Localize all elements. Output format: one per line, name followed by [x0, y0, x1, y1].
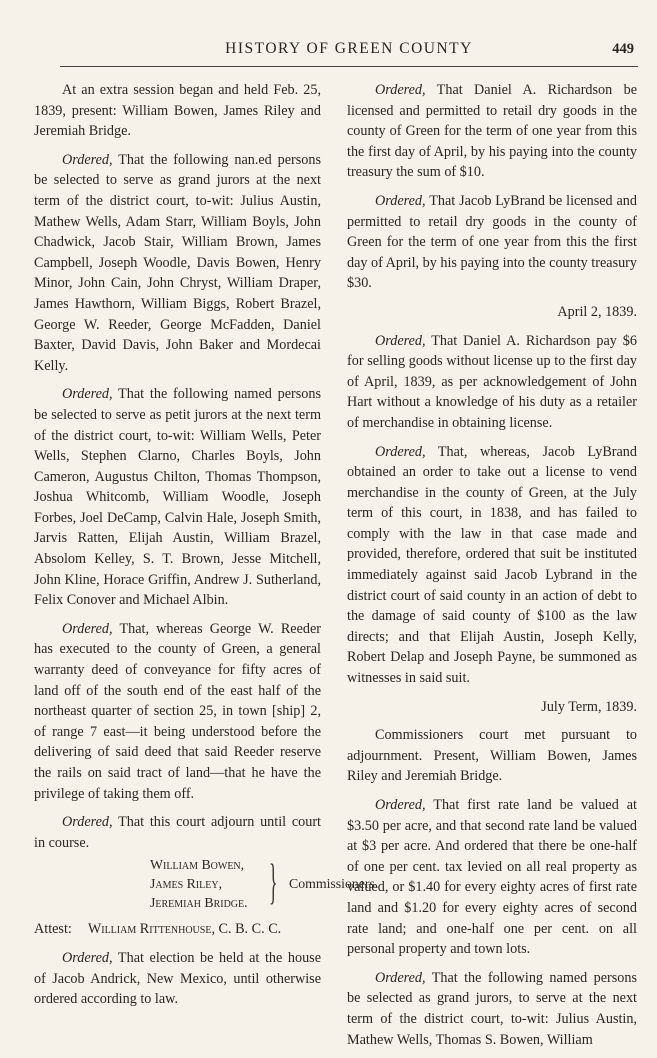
ordered-lead: Ordered, [375, 443, 426, 460]
paragraph-text: That Jacob LyBrand be licensed and permitted to retail dry goods in the county of Green for the term of one year from this the first day of April, by his paying into the county treasury $30. [347, 192, 638, 292]
paragraph-text: That election be held at the house of Jacob Andrick, New Mexico, until otherwise ordered according to law. [34, 949, 321, 1008]
ordered-lead: Ordered, [375, 82, 426, 98]
paragraph [347, 80, 637, 183]
signatory: Jeremiah Bridge. [150, 895, 248, 911]
ordered-lead: Ordered, [375, 969, 426, 986]
paragraph [347, 331, 637, 434]
running-header [60, 40, 638, 64]
left-column [34, 80, 379, 1018]
paragraph [347, 442, 637, 689]
paragraph-text: That Daniel A. Richardson be licensed and permitted to retail dry goods in the county of Green for the term of one year from this the first day of April, by his paying into the county treasury the sum of $10. [347, 82, 637, 181]
brace-glyph: } [269, 853, 278, 910]
signatory-names [150, 855, 248, 912]
paragraph [347, 191, 637, 294]
attest-line [34, 919, 321, 940]
ordered-lead: Ordered, [375, 332, 426, 349]
paragraph-text: That the following nan.ed persons be selected to serve as grand jurors at the next term of the district court, to-wit: Julius Austin, Mathew Wells, Adam Starr, William Boyls, John Chadwick, Jacob Stair, William Brown, James Campbell, Joseph Woodle, Davis Bowen, Henry Minor, John Cain, John Chryst, William Draper, James Hawthorn, William Biggs, Robert Brazel, George W. Reeder, George McFadden, Daniel Baxter, David Davis, John Baker and Mordecai Kelly. [34, 151, 321, 374]
paragraph-text: That this court adjourn until court in course. [34, 814, 321, 851]
header-rule [60, 66, 638, 67]
ordered-lead: Ordered, [62, 620, 113, 637]
ordered-lead: Ordered, [62, 949, 113, 966]
paragraph [347, 968, 637, 1050]
attest-name: William Rittenhouse, C. B. C. C. [87, 921, 282, 938]
ordered-lead: Ordered, [375, 797, 426, 813]
ordered-lead: Ordered, [62, 814, 113, 831]
paragraph-text: That, whereas, Jacob LyBrand obtained an order to take out a license to vend merchandise in the county of Green, at the July term of this court, in 1838, and has failed to comply with the law in that case made and provided, therefore, ordered that suit be instituted immediately against said Jacob Lybrand in the district court of said county in an action of debt to the damage of said county of $100 as the law directs; and that Elijah Austin, Joseph Kelly, Robert Delap and Joseph Payne, be summoned as witnesses in said suit. [347, 443, 637, 687]
page-title: HISTORY OF GREEN COUNTY [225, 40, 473, 57]
signatory: James Riley, [150, 876, 223, 892]
attest-label: Attest: [34, 921, 72, 938]
date-line: July Term, 1839. [541, 698, 637, 715]
paragraph [34, 384, 321, 611]
signatory-role: Commissioners. [289, 876, 379, 892]
paragraph [34, 812, 321, 853]
paragraph [34, 948, 321, 1010]
paragraph [347, 795, 637, 960]
paragraph: Commissioners court met pursuant to adjournment. Present, William Bowen, James Riley and Jeremiah Bridge. [347, 727, 637, 785]
ordered-lead: Ordered, [62, 151, 113, 168]
paragraph-text: That, whereas George W. Reeder has executed to the county of Green, a general warranty deed of conveyance for fifty acres of land off of the south end of the east half of the northeast quarter of section 25, in town [ship] 2, of range 7 east—it being understood before the delivering of said deed that said Reeder reserve the rails on said tract of land—that he have the privilege of taking them off. [34, 620, 321, 802]
page-number: 449 [612, 41, 634, 57]
ordered-lead: Ordered, [62, 386, 113, 403]
paragraph-text: That Daniel A. Richardson pay $6 for selling goods without license up to the first day of April, 1839, as per acknowledgement of John Hart without a knowledge of his duty as a retailer of merchandise in obtaining license. [347, 332, 637, 431]
signatory: William Bowen, [150, 857, 245, 873]
paragraph-text: That first rate land be valued at $3.50 per acre, and that second rate land be valued at $3 per acre. And ordered that there be one-half of one per cent. tax levied on all real property as valued, or $1.40 for every eighty acres of first rate land and $1.20 for every eighty acres of second rate land; and one-half one per cent. on all personal property and town lots. [347, 797, 637, 958]
paragraph [34, 150, 321, 377]
paragraph-text: That the following named persons be selected to serve as petit jurors at the next term of the district court, to-wit: William Wells, Peter Wells, Stephen Clarno, Charles Boyls, John Cameron, Augustus Chilton, Thomas Thompson, Joshua Whitcomb, William Woodle, Joseph Forbes, Joel DeCamp, Calvin Hale, Joseph Smith, Jarvis Ratten, Elijah Austin, William Brazel, Absolom Kelley, S. T. Brown, Jesse Mitchell, John Kline, Horace Griffin, Andrew J. Sutherland, Felix Conover and Michael Albin. [34, 386, 321, 609]
signature-block [34, 853, 379, 917]
paragraph [34, 619, 321, 804]
ordered-lead: Ordered, [375, 192, 426, 209]
date-line: April 2, 1839. [557, 303, 637, 320]
paragraph-text: That the following named persons be selected as grand jurors, to serve at the next term of the district court, to-wit: Julius Austin, Mathew Wells, Thomas S. Bowen, William [347, 969, 637, 1048]
paragraph: At an extra session began and held Feb. 25, 1839, present: William Bowen, James Riley and Jeremiah Bridge. [34, 82, 321, 140]
right-column [347, 80, 637, 1058]
